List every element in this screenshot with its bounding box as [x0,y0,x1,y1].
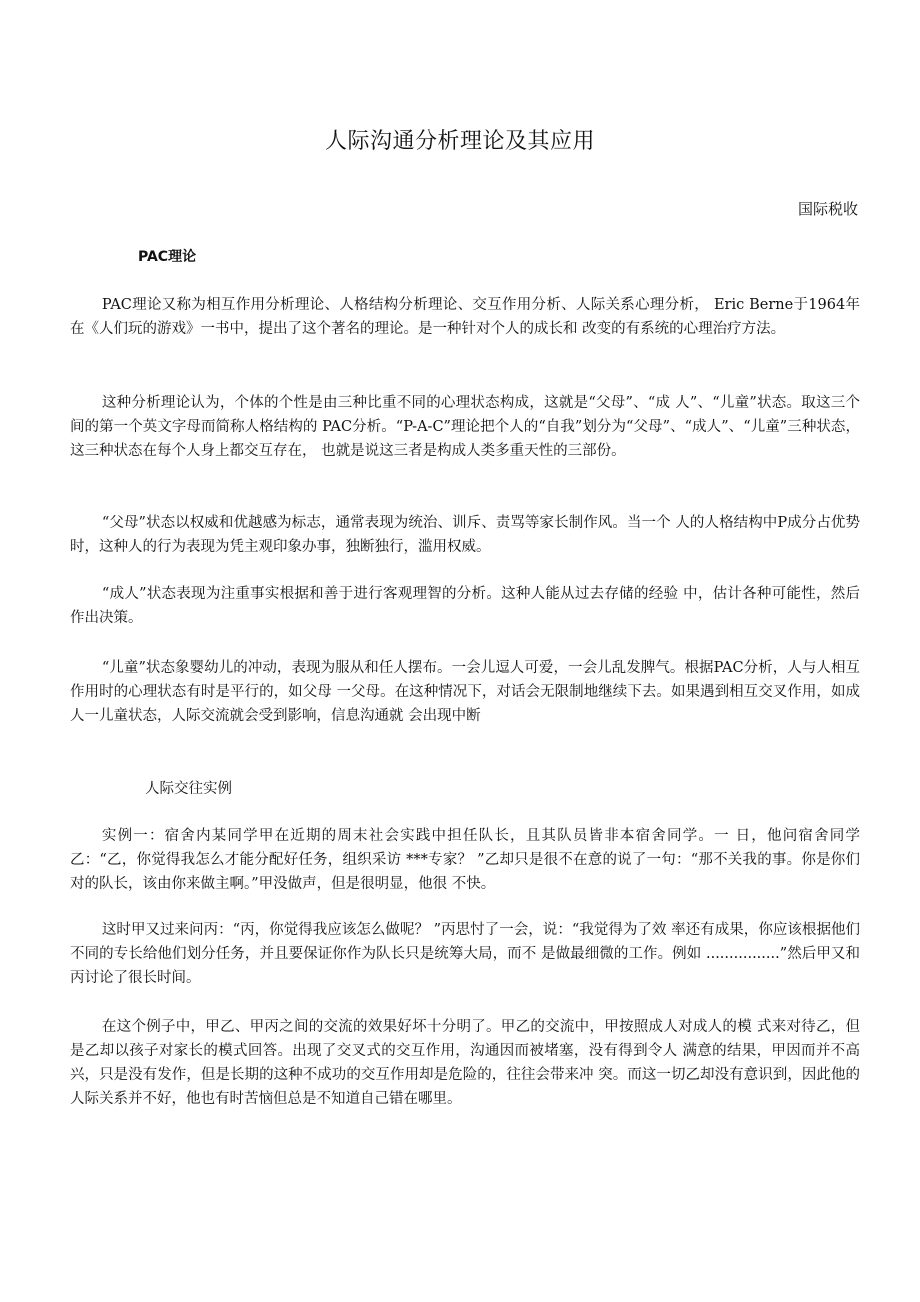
paragraph-example-one: 实例一：宿舍内某同学甲在近期的周末社会实践中担任队长，且其队员皆非本宿舍同学。一 日，他问宿舍同学乙：“乙，你觉得我怎么才能分配好任务，组织采访 ***专家？ ”乙却只是很不在意的说了一句：“那不关我的事。你是你们对的队长，该由你来做主啊。”甲没做声，但是很明显，他很 不快。 [70,828,860,892]
paragraph-example-two: 这时甲又过来问丙：“丙，你觉得我应该怎么做呢？ ”丙思忖了一会，说：“我觉得为了效 率还有成果，你应该根据他们不同的专长给他们划分任务，并且要保证你作为队长只是统筹大局，而不 是做最细微的工作。例如 ................”然后甲又和丙讨论了很长时间。 [70,922,860,986]
author-label: 国际税收 [797,200,858,218]
paragraph-analysis: 在这个例子中，甲乙、甲丙之间的交流的效果好坏十分明了。甲乙的交流中，甲按照成人对成人的模 式来对待乙，但是乙却以孩子对家长的模式回答。出现了交叉式的交互作用，沟通因而被堵塞，没有得到令人 满意的结果，甲因而并不高兴，只是没有发作，但是长期的这种不成功的交互作用却是危险的，往往会带来冲 突。而这一切乙却没有意识到，因此他的人际关系并不好，他也有时苦恼但总是不知道自己错在哪里。 [70,1019,860,1107]
section-heading-pac: PAC理论 [138,249,197,265]
paragraph-adult-state: “成人”状态表现为注重事实根据和善于进行客观理智的分析。这种人能从过去存储的经验 中，估计各种可能性，然后作出决策。 [70,586,860,626]
paragraph-intro: PAC理论又称为相互作用分析理论、人格结构分析理论、交互作用分析、人际关系心理分析， Eric Berne于1964年在《人们玩的游戏》一书中，提出了这个著名的理论。是一种针对个人的成长和 改变的有系统的心理治疗方法。 [70,297,860,337]
subheading-examples: 人际交往实例 [145,781,232,797]
document-title: 人际沟通分析理论及其应用 [324,129,595,154]
paragraph-parent-state: “父母”状态以权威和优越感为标志，通常表现为统治、训斥、责骂等家长制作风。当一个 人的人格结构中P成分占优势时，这种人的行为表现为凭主观印象办事，独断独行，滥用权威。 [70,515,860,555]
paragraph-theory: 这种分析理论认为，个体的个性是由三种比重不同的心理状态构成，这就是“父母”、“成 人”、“儿童”状态。取这三个间的第一个英文字母而简称人格结构的 PAC分析。“P-A-C”理论把个人的“自我”划分为“父母”、“成人”、“儿童”三种状态，这三种状态在每个人身上都交互存在， 也就是说这三者是构成人类多重天性的三部份。 [70,395,860,459]
paragraph-child-state: “儿童”状态象婴幼儿的冲动，表现为服从和任人摆布。一会儿逗人可爱，一会儿乱发脾气。根据PAC分析，人与人相互作用时的心理状态有时是平行的，如父母 一父母。在这种情况下，对话会无限制地继续下去。如果遇到相互交叉作用，如成人一儿童状态，人际交流就会受到影响，信息沟通就 会出现中断 [70,660,860,724]
